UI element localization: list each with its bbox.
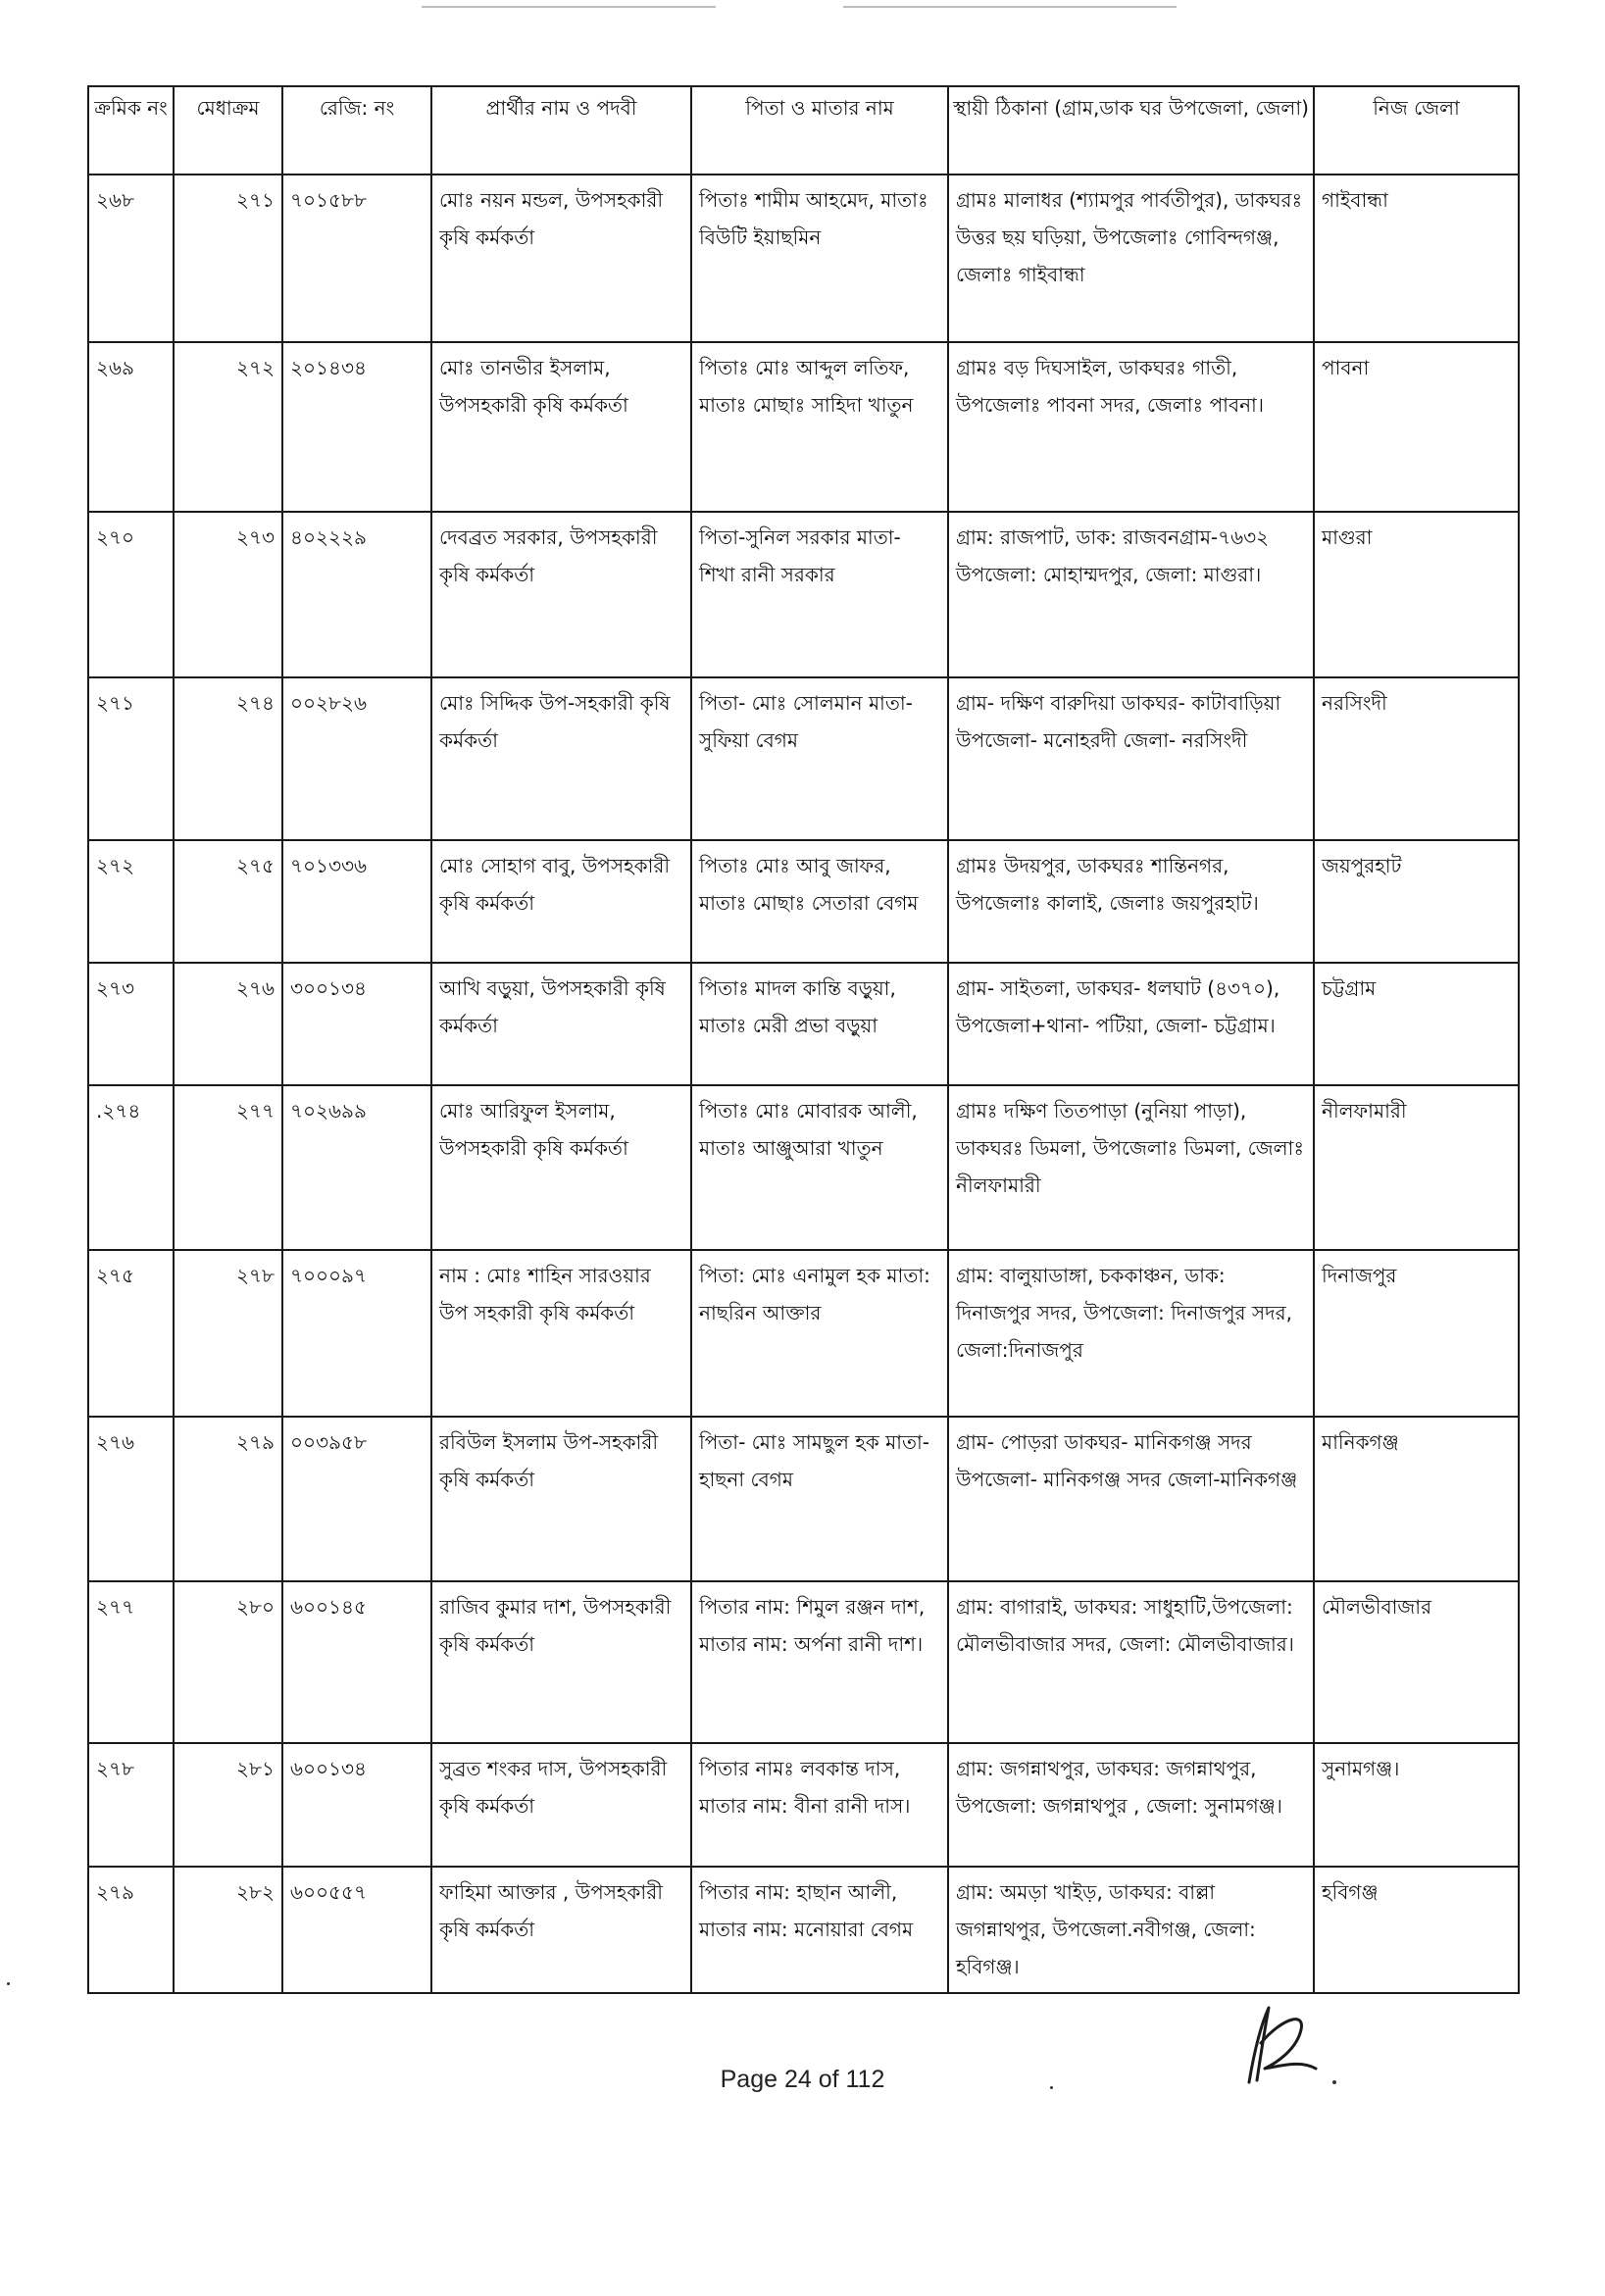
- scan-edge-line: [843, 6, 1177, 8]
- cell-name: রাজিব কুমার দাশ, উপসহকারী কৃষি কর্মকর্তা: [431, 1581, 691, 1743]
- cell-reg: ৬০০৫৫৭: [282, 1867, 431, 1993]
- cell-address: গ্রাম- পোড়রা ডাকঘর- মানিকগঞ্জ সদর উপজেলা- মানিকগঞ্জ সদর জেলা-মানিকগঞ্জ: [948, 1417, 1314, 1581]
- cell-reg: ৭০১৫৮৮: [282, 175, 431, 342]
- table-row: [88, 1743, 1519, 1867]
- header-address: স্থায়ী ঠিকানা (গ্রাম,ডাক ঘর উপজেলা, জেলা): [948, 86, 1314, 175]
- cell-parents: পিতা- মোঃ সামছুল হক মাতা- হাছনা বেগম: [691, 1417, 948, 1581]
- cell-reg: ৭০২৬৯৯: [282, 1085, 431, 1250]
- cell-parents: পিতাঃ মোঃ আবু জাফর, মাতাঃ মোছাঃ সেতারা বেগম: [691, 840, 948, 963]
- cell-address: গ্রাম- দক্ষিণ বারুদিয়া ডাকঘর- কাটাবাড়িয়া উপজেলা- মনোহরদী জেলা- নরসিংদী: [948, 677, 1314, 840]
- cell-address: গ্রামঃ উদয়পুর, ডাকঘরঃ শান্তিনগর, উপজেলাঃ কালাই, জেলাঃ জয়পুরহাট।: [948, 840, 1314, 963]
- cell-address: গ্রাম: বাগারাই, ডাকঘর: সাধুহাটি,উপজেলা: মৌলভীবাজার সদর, জেলা: মৌলভীবাজার।: [948, 1581, 1314, 1743]
- stray-mark: [7, 1982, 10, 1985]
- header-reg: রেজি: নং: [282, 86, 431, 175]
- cell-district: হবিগঞ্জ: [1314, 1867, 1519, 1993]
- cell-parents: পিতা- মোঃ সোলমান মাতা- সুফিয়া বেগম: [691, 677, 948, 840]
- cell-name: মোঃ সিদ্দিক উপ-সহকারী কৃষি কর্মকর্তা: [431, 677, 691, 840]
- cell-parents: পিতাঃ মাদল কান্তি বড়ুয়া, মাতাঃ মেরী প্রভা বড়ুয়া: [691, 963, 948, 1085]
- cell-address: গ্রাম: বালুয়াডাঙ্গা, চককাঞ্চন, ডাক: দিনাজপুর সদর, উপজেলা: দিনাজপুর সদর, জেলা:দিনাজপুর: [948, 1250, 1314, 1417]
- cell-parents: পিতাঃ মোঃ মোবারক আলী, মাতাঃ আঞ্জুআরা খাতুন: [691, 1085, 948, 1250]
- header-serial: ক্রমিক নং: [88, 86, 174, 175]
- table-header-row: [88, 86, 1519, 175]
- cell-district: দিনাজপুর: [1314, 1250, 1519, 1417]
- stray-mark: [1332, 2080, 1336, 2084]
- cell-district: নীলফামারী: [1314, 1085, 1519, 1250]
- cell-reg: ৬০০১৩৪: [282, 1743, 431, 1867]
- cell-serial: ২৭৬: [88, 1417, 174, 1581]
- cell-serial: ২৬৮: [88, 175, 174, 342]
- cell-address: গ্রামঃ বড় দিঘসাইল, ডাকঘরঃ গাতী, উপজেলাঃ পাবনা সদর, জেলাঃ পাবনা।: [948, 342, 1314, 512]
- cell-district: চট্টগ্রাম: [1314, 963, 1519, 1085]
- cell-serial: .২৭৪: [88, 1085, 174, 1250]
- cell-address: গ্রাম- সাইতলা, ডাকঘর- ধলঘাট (৪৩৭০), উপজেলা+থানা- পটিয়া, জেলা- চট্টগ্রাম।: [948, 963, 1314, 1085]
- cell-reg: ৭০০০৯৭: [282, 1250, 431, 1417]
- cell-merit: ২৮০: [174, 1581, 282, 1743]
- cell-parents: পিতাঃ মোঃ আব্দুল লতিফ, মাতাঃ মোছাঃ সাহিদা খাতুন: [691, 342, 948, 512]
- cell-district: পাবনা: [1314, 342, 1519, 512]
- cell-serial: ২৭১: [88, 677, 174, 840]
- cell-name: ফাহিমা আক্তার , উপসহকারী কৃষি কর্মকর্তা: [431, 1867, 691, 1993]
- table-row: [88, 840, 1519, 963]
- cell-reg: ২০১৪৩৪: [282, 342, 431, 512]
- table-row: [88, 512, 1519, 677]
- table-row: [88, 1250, 1519, 1417]
- page-number: Page 24 of 112: [720, 2066, 885, 2093]
- header-parents: পিতা ও মাতার নাম: [691, 86, 948, 175]
- cell-address: গ্রাম: রাজপাট, ডাক: রাজবনগ্রাম-৭৬৩২ উপজেলা: মোহাম্মদপুর, জেলা: মাগুরা।: [948, 512, 1314, 677]
- cell-name: মোঃ আরিফুল ইসলাম, উপসহকারী কৃষি কর্মকর্তা: [431, 1085, 691, 1250]
- table-row: [88, 1417, 1519, 1581]
- header-name: প্রার্থীর নাম ও পদবী: [431, 86, 691, 175]
- cell-name: রবিউল ইসলাম উপ-সহকারী কৃষি কর্মকর্তা: [431, 1417, 691, 1581]
- cell-district: মৌলভীবাজার: [1314, 1581, 1519, 1743]
- header-district: নিজ জেলা: [1314, 86, 1519, 175]
- cell-merit: ২৮১: [174, 1743, 282, 1867]
- cell-serial: ২৭০: [88, 512, 174, 677]
- cell-serial: ২৭৯: [88, 1867, 174, 1993]
- candidate-table: [87, 85, 1520, 1994]
- cell-merit: ২৭৫: [174, 840, 282, 963]
- cell-name: দেবব্রত সরকার, উপসহকারী কৃষি কর্মকর্তা: [431, 512, 691, 677]
- cell-district: সুনামগঞ্জ।: [1314, 1743, 1519, 1867]
- cell-parents: পিতার নাম: শিমুল রঞ্জন দাশ, মাতার নাম: অর্পনা রানী দাশ।: [691, 1581, 948, 1743]
- cell-serial: ২৭২: [88, 840, 174, 963]
- cell-name: সুব্রত শংকর দাস, উপসহকারী কৃষি কর্মকর্তা: [431, 1743, 691, 1867]
- table-row: [88, 342, 1519, 512]
- table-row: [88, 1581, 1519, 1743]
- cell-district: মানিকগঞ্জ: [1314, 1417, 1519, 1581]
- stray-mark: [1050, 2086, 1053, 2089]
- cell-parents: পিতার নামঃ লবকান্ত দাস, মাতার নাম: বীনা রানী দাস।: [691, 1743, 948, 1867]
- cell-reg: ৩০০১৩৪: [282, 963, 431, 1085]
- cell-merit: ২৭৯: [174, 1417, 282, 1581]
- signature-mark: [1226, 2000, 1363, 2088]
- cell-parents: পিতা-সুনিল সরকার মাতা- শিখা রানী সরকার: [691, 512, 948, 677]
- cell-name: আখি বড়ুয়া, উপসহকারী কৃষি কর্মকর্তা: [431, 963, 691, 1085]
- cell-name: মোঃ সোহাগ বাবু, উপসহকারী কৃষি কর্মকর্তা: [431, 840, 691, 963]
- cell-address: গ্রাম: জগন্নাথপুর, ডাকঘর: জগন্নাথপুর, উপজেলা: জগন্নাথপুর , জেলা: সুনামগঞ্জ।: [948, 1743, 1314, 1867]
- table-row: [88, 963, 1519, 1085]
- cell-name: নাম : মোঃ শাহিন সারওয়ার উপ সহকারী কৃষি কর্মকর্তা: [431, 1250, 691, 1417]
- cell-parents: পিতা: মোঃ এনামুল হক মাতা: নাছরিন আক্তার: [691, 1250, 948, 1417]
- cell-merit: ২৭৮: [174, 1250, 282, 1417]
- cell-merit: ২৮২: [174, 1867, 282, 1993]
- cell-address: গ্রামঃ দক্ষিণ তিতপাড়া (নুনিয়া পাড়া), ডাকঘরঃ ডিমলা, উপজেলাঃ ডিমলা, জেলাঃ নীলফামারী: [948, 1085, 1314, 1250]
- cell-merit: ২৭৩: [174, 512, 282, 677]
- cell-serial: ২৬৯: [88, 342, 174, 512]
- cell-reg: ৬০০১৪৫: [282, 1581, 431, 1743]
- scan-edge-line: [422, 6, 716, 8]
- cell-merit: ২৭৬: [174, 963, 282, 1085]
- cell-reg: ০০৩৯৫৮: [282, 1417, 431, 1581]
- header-merit: মেধাক্রম: [174, 86, 282, 175]
- cell-address: গ্রাম: অমড়া খাইড়, ডাকঘর: বাল্লা জগন্নাথপুর, উপজেলা.নবীগঞ্জ, জেলা: হবিগঞ্জ।: [948, 1867, 1314, 1993]
- cell-serial: ২৭৫: [88, 1250, 174, 1417]
- cell-serial: ২৭৭: [88, 1581, 174, 1743]
- table-row: [88, 1085, 1519, 1250]
- cell-name: মোঃ তানভীর ইসলাম, উপসহকারী কৃষি কর্মকর্তা: [431, 342, 691, 512]
- cell-district: জয়পুরহাট: [1314, 840, 1519, 963]
- table-row: [88, 175, 1519, 342]
- cell-address: গ্রামঃ মালাধর (শ্যামপুর পার্বতীপুর), ডাকঘরঃ উত্তর ছয় ঘড়িয়া, উপজেলাঃ গোবিন্দগঞ্জ, জেলাঃ গাইবান্ধা: [948, 175, 1314, 342]
- cell-merit: ২৭৪: [174, 677, 282, 840]
- cell-reg: ৪০২২২৯: [282, 512, 431, 677]
- cell-name: মোঃ নয়ন মন্ডল, উপসহকারী কৃষি কর্মকর্তা: [431, 175, 691, 342]
- cell-merit: ২৭২: [174, 342, 282, 512]
- cell-reg: ৭০১৩৩৬: [282, 840, 431, 963]
- cell-merit: ২৭১: [174, 175, 282, 342]
- cell-merit: ২৭৭: [174, 1085, 282, 1250]
- cell-district: মাগুরা: [1314, 512, 1519, 677]
- cell-serial: ২৭৩: [88, 963, 174, 1085]
- table-row: [88, 1867, 1519, 1993]
- cell-reg: ০০২৮২৬: [282, 677, 431, 840]
- cell-district: নরসিংদী: [1314, 677, 1519, 840]
- cell-district: গাইবান্ধা: [1314, 175, 1519, 342]
- cell-serial: ২৭৮: [88, 1743, 174, 1867]
- cell-parents: পিতার নাম: হাছান আলী, মাতার নাম: মনোয়ারা বেগম: [691, 1867, 948, 1993]
- cell-parents: পিতাঃ শামীম আহমেদ, মাতাঃ বিউটি ইয়াছমিন: [691, 175, 948, 342]
- table-row: [88, 677, 1519, 840]
